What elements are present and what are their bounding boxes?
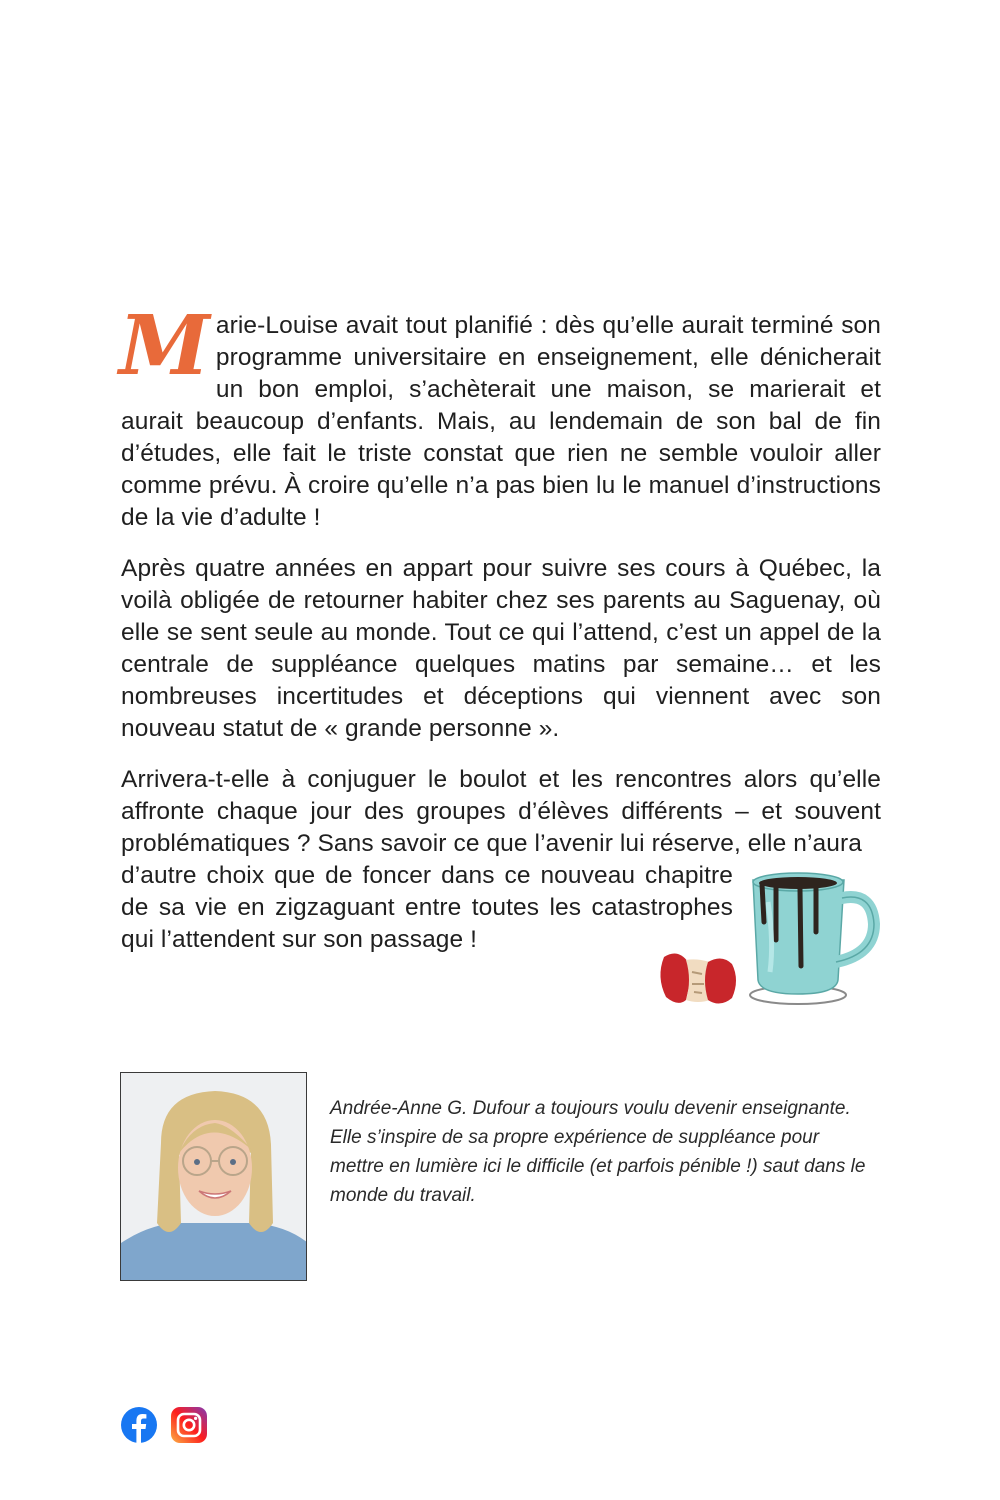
blurb-paragraph-1-text: arie-Louise avait tout planifié : dès qu’elle aurait terminé son programme universitaire en enseignement, elle dénicherait un bon emploi, s’achèterait une maison, se marierait et aurait beaucoup d’enfants. Mais, au lendemain de son bal de fin d’études, elle fait le triste constat que rien ne semble vouloir aller comme prévu. À croire qu’elle n’a pas bien lu le manuel d’instructions de la vie d’adulte ! [121,312,881,531]
author-portrait-image [121,1073,307,1281]
back-cover-blurb [119,298,881,956]
coffee-mug-icon [750,873,874,1004]
blurb-paragraph-3-text: Arrivera-t-elle à conjuguer le boulot et les rencontres alors qu’elle affronte chaque jour des groupes d’élèves différents – et souvent problématiques ? Sans savoir ce que l’avenir lui réserve, elle n’aura [121,766,881,857]
blurb-paragraph-2: Après quatre années en appart pour suivre ses cours à Québec, la voilà obligée de retourner habiter chez ses parents au Saguenay, où elle se sent seule au monde. Tout ce qui l’attend, c’est un appel de la centrale de suppléance quelques matins par semaine… et les nombreuses incertitudes et déceptions qui viennent avec son nouveau statut de « grande personne ». [121,555,881,742]
facebook-icon[interactable] [120,1406,158,1444]
drop-cap: M [119,298,210,394]
social-links [120,1406,208,1444]
blurb-paragraph-1 [119,298,881,534]
apple-core-icon [660,953,736,1003]
instagram-icon[interactable] [170,1406,208,1444]
author-bio: Andrée-Anne G. Dufour a toujours voulu devenir enseignante. Elle s’inspire de sa propre expérience de suppléance pour mettre en lumière ici le difficile (et parfois pénible !) saut dans le monde du travail. [330,1098,866,1206]
author-photo [120,1072,307,1281]
blurb-paragraph-3-wrap: d’autre choix que de foncer dans ce nouveau chapitre de sa vie en zigzaguant entre toutes les catastrophes qui l’attendent sur son passage ! [121,862,733,953]
apple-and-mug-illustration [650,862,890,1012]
